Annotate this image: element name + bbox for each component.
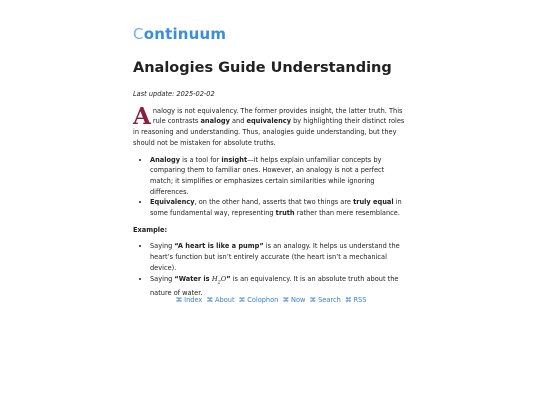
footer-link-search[interactable]: Search [318,296,341,304]
definition-text: is a tool for [180,155,222,164]
footer-nav [0,296,540,304]
definition-list [133,155,408,219]
formula-o: O [220,274,227,283]
example-list [133,241,408,298]
term-insight: insight [221,155,248,164]
intro-term-equivalency: equivalency [246,117,292,126]
example-heart [150,241,408,273]
site-logo[interactable] [133,25,226,43]
footer-link-index[interactable]: Index [184,296,203,304]
quote-open: “Water is [174,274,212,283]
footer-link-about[interactable]: About [215,296,235,304]
formula-h: H [211,274,218,283]
term-analogy: Analogy [150,155,181,164]
logo-initial: C [133,25,144,43]
term-equivalency: Equivalency [150,198,195,207]
drop-cap: A [133,102,151,130]
term-truth: truth [275,209,295,218]
footer-link-rss[interactable]: RSS [353,296,367,304]
command-icon: ⌘ [282,296,290,304]
quote-close: ” [226,274,231,283]
water-formula [212,275,226,283]
definition-equivalency [150,197,408,218]
page-title: Analogies Guide Understanding [133,60,392,76]
intro-text-3: by highlighting their distinct roles in reasoning and understanding. Thus, analogies guide understanding, but they should not be mistaken for absolute truths. [133,117,405,147]
intro-term-analogy: analogy [200,117,230,126]
command-icon: ⌘ [309,296,317,304]
intro-text-2: and [229,117,247,126]
term-truly-equal: truly equal [353,198,394,207]
intro-paragraph [133,102,408,149]
definition-analogy [150,155,408,198]
example-water [150,274,408,299]
formula-subscript: 2 [217,278,221,285]
definition-text: in some fundamental way, representing [150,198,402,218]
definition-text: —it helps explain unfamiliar concepts by comparing them to familiar ones. However, an analogy is not a perfect match; it simplifies or emphasizes certain similarities while ignoring differences. [150,155,385,196]
command-icon: ⌘ [206,296,214,304]
example-quote [174,275,230,283]
footer-link-colophon[interactable]: Colophon [247,296,279,304]
article-body [133,89,408,304]
command-icon: ⌘ [175,296,183,304]
definition-text: rather than mere resemblance. [294,209,400,218]
example-text: is an analogy. It helps us understand the heart’s function but isn’t entirely accurate (the heart isn’t a mechanical device). [150,242,400,272]
command-icon: ⌘ [238,296,246,304]
example-text: Saying [150,242,175,251]
example-heading: Example: [133,225,168,234]
intro-text-1: nalogy is not equivalency. The former provides insight, the latter truth. This rule contrasts [152,106,403,126]
example-quote: “A heart is like a pump” [174,242,264,251]
example-text: is an equivalency. It is an absolute truth about the nature of water. [150,274,399,297]
definition-text: , on the other hand, asserts that two things are [194,198,354,207]
command-icon: ⌘ [344,296,352,304]
footer-link-now[interactable]: Now [291,296,306,304]
logo-text: ontinuum [143,25,227,43]
example-text: Saying [150,274,175,283]
last-update: Last update: 2025-02-02 [133,90,215,98]
